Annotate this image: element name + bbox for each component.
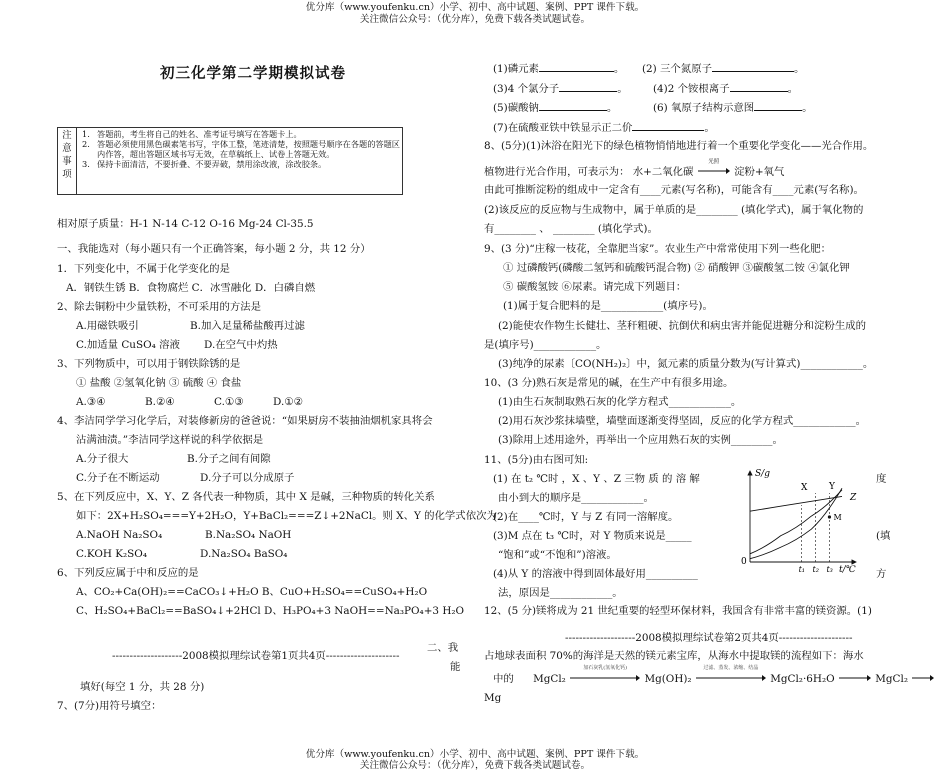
reaction-arrow: [697, 159, 731, 175]
series-line-x: [750, 490, 842, 554]
question-1-options: A．钢铁生锈 B．食物腐烂 C．冰雪融化 D．白磷自燃: [66, 282, 316, 294]
question-11-line-5-tail: (填: [876, 530, 891, 542]
question-3-items: ① 盐酸 ②氢氧化钠 ③ 硫酸 ④ 食盐: [76, 377, 242, 389]
answer-blank: [754, 101, 802, 111]
question-12-line-1: 12、(5 分)镁将成为 21 世纪重要的轻型环保材料，我国含有非常丰富的镁资源。(1): [484, 605, 872, 617]
question-8-line-3: 由此可推断淀粉的组成中一定含有____元素(写名称)，可能含有____元素(写名称)。: [484, 184, 864, 196]
notice-side-char: 事: [62, 156, 72, 167]
question-11-line-6: “饱和”或“不饱和”)溶液。: [498, 549, 617, 561]
arrow-right-icon: [838, 674, 872, 682]
q7-item-6-label: (6) 氧原子结构示意图: [653, 102, 755, 114]
question-5-line-2: 如下：2X+H₂SO₄===Y+2H₂O，Y+BaCl₂===Z↓+2NaCl。则 X、Y 的化学式依次为: [76, 510, 497, 522]
q7-item-2-label: (2) 三个氮原子: [642, 63, 712, 75]
flow-step-2-label: 过滤、蒸发、浓缩、结晶: [703, 665, 759, 671]
question-9-line-4: (1)属于复合肥料的是____________(填序号)。: [503, 300, 713, 312]
question-6-options-ab: A、CO₂+Ca(OH)₂==CaCO₃↓+H₂O B、CuO+H₂SO₄==CuSO₄+H₂O: [76, 586, 428, 598]
question-5-option-d: D.Na₂SO₄ BaSO₄: [200, 548, 288, 560]
watermark-footer-line-2: 关注微信公众号：（优分库），免费下载各类试题试卷。: [359, 760, 591, 771]
x-axis-label: t/℃: [839, 565, 856, 575]
notice-item: [82, 139, 400, 159]
answer-blank: [539, 101, 607, 111]
question-4-option-a: A.分子很大: [76, 453, 129, 465]
notice-item-number: 2.: [82, 139, 90, 149]
notice-item-text: 答题必须使用黑色碳素笔书写，字体工整，笔迹清楚，按照题号顺序在各题的答题区内作答，超出答题区域书写无效，在草稿纸上、试卷上答题无效。: [97, 139, 400, 159]
flow-mgoh2: Mg(OH)₂: [644, 673, 692, 685]
arrow-right-icon: [697, 167, 731, 175]
question-4-option-c: C.分子在不断运动: [76, 472, 160, 484]
x-tick-label: t₁: [798, 565, 805, 574]
x-tick-label: t₂: [812, 565, 819, 574]
watermark-line-2: 关注微信公众号：（优分库），免费下载各类试题试卷。: [359, 14, 591, 25]
series-label: X: [801, 483, 808, 493]
flow-lead-text: 中的: [493, 673, 514, 685]
notice-item-text: 保持卡面清洁，不要折叠、不要弄破，禁用涂改液，涂改胶条。: [97, 159, 327, 169]
question-3-option-d: D.①②: [273, 396, 303, 408]
question-11-line-7: (4)从 Y 的溶液中得到固体最好用__________: [493, 568, 698, 580]
magnesium-flow: [493, 665, 935, 686]
question-3-option-a: A.③④: [76, 396, 106, 408]
answer-blank: [539, 62, 614, 72]
question-2-option-a: A.用磁铁吸引: [76, 320, 139, 332]
notice-items: [82, 129, 400, 169]
arrow-right-icon: [695, 674, 767, 682]
notice-item-text: 答题前，考生将自己的姓名、准考证号填写在答题卡上。: [97, 129, 302, 139]
question-11-line-2-tail: 度: [876, 473, 887, 485]
flow-mgcl2-anhydrous: MgCl₂: [875, 673, 908, 685]
notice-item-number: 1.: [82, 129, 90, 139]
q7-item-4: (4)2 个铵根离子 。: [653, 83, 798, 95]
notice-side-char: 注: [62, 130, 72, 141]
question-9-line-3: ⑤ 碳酸氢铵 ⑥尿素。请完成下列题目：: [503, 281, 687, 293]
page-2-footer: --------------------2008模拟理综试卷第2页共4页---------------------: [565, 632, 853, 644]
section-2-heading-part-2: 能: [450, 661, 461, 673]
page-1-footer: --------------------2008模拟理综试卷第1页共4页---------------------: [112, 650, 400, 662]
question-11-line-8: 法，原因是____________。: [498, 587, 623, 599]
section-2-heading-part-3: 填好(每空 1 分，共 28 分): [80, 681, 205, 693]
answer-blank: [712, 62, 794, 72]
photosynthesis-products: 淀粉+氧气: [734, 166, 785, 178]
question-11-line-2: (1) 在 t₂ ℃时 ，X 、Y 、Z 三物 质 的 溶 解: [493, 473, 700, 485]
notice-item: [82, 129, 400, 139]
question-6-options-cd: C、H₂SO₄+BaCl₂==BaSO₄↓+2HCl D、H₃PO₄+3 NaOH==Na₃PO₄+3 H₂O: [76, 605, 465, 617]
notice-side-char: 意: [62, 143, 72, 154]
question-11-line-7-tail: 方: [876, 568, 887, 580]
q7-item-5: (5)碳酸钠 。: [493, 102, 618, 114]
question-9-line-2: ① 过磷酸钙(磷酸二氢钙和硫酸钙混合物) ② 硝酸钾 ③碳酸氢二铵 ④氯化钾: [503, 262, 850, 274]
question-11-line-1: 11、(5分)由右图可知:: [484, 454, 589, 466]
question-2-option-b: B.加入足量稀盐酸再过滤: [190, 320, 305, 332]
arrow-right-icon: [911, 674, 935, 682]
question-9-line-6: 是(填序号)____________。: [484, 339, 607, 351]
q7-item-7-label: (7)在硫酸亚铁中铁显示正二价: [493, 122, 633, 134]
question-6: 6、下列反应属于中和反应的是: [57, 567, 199, 579]
question-5-option-c: C.KOH K₂SO₄: [76, 548, 147, 560]
flow-mgcl2: MgCl₂: [533, 673, 566, 685]
flow-mg: Mg: [484, 692, 502, 704]
question-8-line-1: 8、(5分)(1)沐浴在阳光下的绿色植物悄悄地进行着一个重要化学变化——光合作用。: [484, 140, 874, 152]
question-11-line-3: 由小到大的顺序是____________。: [498, 492, 654, 504]
flow-step-1-label: 加石灰乳(氢氧化钙): [583, 665, 628, 671]
q7-item-1-label: (1)磷元素: [493, 63, 539, 75]
notice-box: [57, 127, 403, 195]
question-9-line-1: 9、(3 分)“庄稼一枝花，全靠肥当家”。农业生产中常常使用下列一些化肥：: [484, 243, 831, 255]
x-tick-label: t₃: [826, 565, 833, 574]
page-title: 初三化学第二学期模拟试卷: [160, 66, 346, 82]
question-2: 2、除去铜粉中少量铁粉，不可采用的方法是: [57, 301, 262, 313]
question-2-option-c: C.加适量 CuSO₄ 溶液: [76, 339, 180, 351]
question-4-line-1: 4、李洁同学学习化学后，对装修新房的爸爸说：“如果厨房不装抽油烟机家具将会: [57, 415, 433, 427]
section-2-heading-part-1: 二、我: [427, 642, 459, 654]
light-condition-label: 光照: [708, 159, 720, 165]
q7-item-5-label: (5)碳酸钠: [493, 102, 539, 114]
answer-blank: [632, 121, 704, 131]
point-m-label: M: [833, 513, 842, 522]
series-label: Z: [850, 493, 857, 503]
solubility-chart: [736, 465, 866, 575]
point-m: [828, 515, 831, 518]
origin-label: 0: [741, 557, 747, 567]
notice-side-char: 项: [62, 169, 72, 180]
question-3: 3、下列物质中，可以用于钢铁除锈的是: [57, 358, 241, 370]
question-8-line-4: (2)该反应的反应物与生成物中，属于单质的是________ (填化学式)，属于氧化物的: [484, 204, 864, 216]
notice-item-number: 3.: [82, 159, 90, 169]
question-8-line-5: 有________ 、 ________ (填化学式)。: [484, 223, 658, 235]
question-5-option-a: A.NaOH Na₂SO₄: [76, 529, 163, 541]
arrow-right-icon: [569, 674, 641, 682]
question-10-line-2: (1)由生石灰制取熟石灰的化学方程式____________。: [498, 396, 742, 408]
flow-arrow-2: [695, 665, 767, 682]
watermark-line-1: 优分库（www.youfenku.cn）小学、初中、高中试题、案例、PPT 课件下载。: [305, 2, 645, 13]
question-4-line-2: 沾满油渍。”李洁同学这样说的科学依据是: [76, 434, 264, 446]
flow-mgcl2-hydrate: MgCl₂·6H₂O: [770, 673, 835, 685]
question-4-option-d: D.分子可以分成原子: [200, 472, 295, 484]
atomic-mass-line: 相对原子质量：H-1 N-14 C-12 O-16 Mg-24 Cl-35.5: [57, 218, 314, 230]
question-11-line-4: (2)在____℃时，Y 与 Z 有同一溶解度。: [493, 511, 679, 523]
question-10-line-1: 10、(3 分)熟石灰是常见的碱，在生产中有很多用途。: [484, 377, 734, 389]
question-8-line-2: [484, 159, 785, 179]
question-9-line-7: (3)纯净的尿素〔CO(NH₂)₂〕中，氮元素的质量分数为(写计算式)____________。: [498, 358, 874, 370]
question-4-option-b: B.分子之间有间隙: [187, 453, 271, 465]
question-10-line-4: (3)除用上述用途外，再举出一个应用熟石灰的实例________。: [498, 434, 783, 446]
question-10-line-3: (2)用石灰沙浆抹墙壁，墙壁面逐渐变得坚固，反应的化学方程式____________。: [498, 415, 866, 427]
q7-item-3-label: (3)4 个氯分子: [493, 83, 560, 95]
q7-item-7: (7)在硫酸亚铁中铁显示正二价 。: [493, 122, 715, 134]
question-12-line-2: 占地球表面积 70%的海洋是天然的镁元素宝库，从海水中提取镁的流程如下：海水: [484, 650, 864, 662]
q7-item-1: (1)磷元素 。: [493, 63, 625, 75]
flow-arrow-4: [911, 672, 935, 682]
y-axis-label: S/g: [755, 469, 770, 479]
q7-item-4-label: (4)2 个铵根离子: [653, 83, 730, 95]
series-label: Y: [829, 482, 835, 492]
question-3-option-c: C.①③: [214, 396, 244, 408]
notice-item: [82, 159, 400, 169]
question-11-line-5: (3)M 点在 t₃ ℃时，对 Y 物质来说是_____: [493, 530, 692, 542]
q7-item-2: (2) 三个氮原子 。: [642, 63, 805, 75]
flow-arrow-1: [569, 665, 641, 682]
question-9-line-5: (2)能使农作物生长健壮、茎秆粗硬、抗倒伏和病虫害并能促进糖分和淀粉生成的: [498, 320, 866, 332]
section-1-heading: 一、我能选对（每小题只有一个正确答案，每小题 2 分，共 12 分）: [57, 243, 371, 255]
question-7: 7、(7分)用符号填空：: [57, 700, 162, 712]
answer-blank: [730, 82, 788, 92]
answer-blank: [559, 82, 617, 92]
question-1: 1．下列变化中，不属于化学变化的是: [57, 263, 230, 275]
question-5-line-1: 5、在下列反应中，X、Y、Z 各代表一种物质，其中 X 是碱，三种物质的转化关系: [57, 491, 435, 503]
question-2-option-d: D.在空气中灼热: [204, 339, 278, 351]
question-3-option-b: B.②④: [145, 396, 175, 408]
q7-item-6: (6) 氧原子结构示意图 。: [653, 102, 813, 114]
q7-item-3: (3)4 个氯分子 。: [493, 83, 628, 95]
photosynthesis-reactants: 植物进行光合作用，可表示为： 水+二氧化碳: [484, 166, 694, 178]
question-5-option-b: B.Na₂SO₄ NaOH: [205, 529, 292, 541]
watermark-footer-line-1: 优分库（www.youfenku.cn）小学、初中、高中试题、案例、PPT 课件下载。: [305, 749, 645, 760]
notice-side-label: [58, 128, 77, 194]
flow-arrow-3: [838, 672, 872, 682]
